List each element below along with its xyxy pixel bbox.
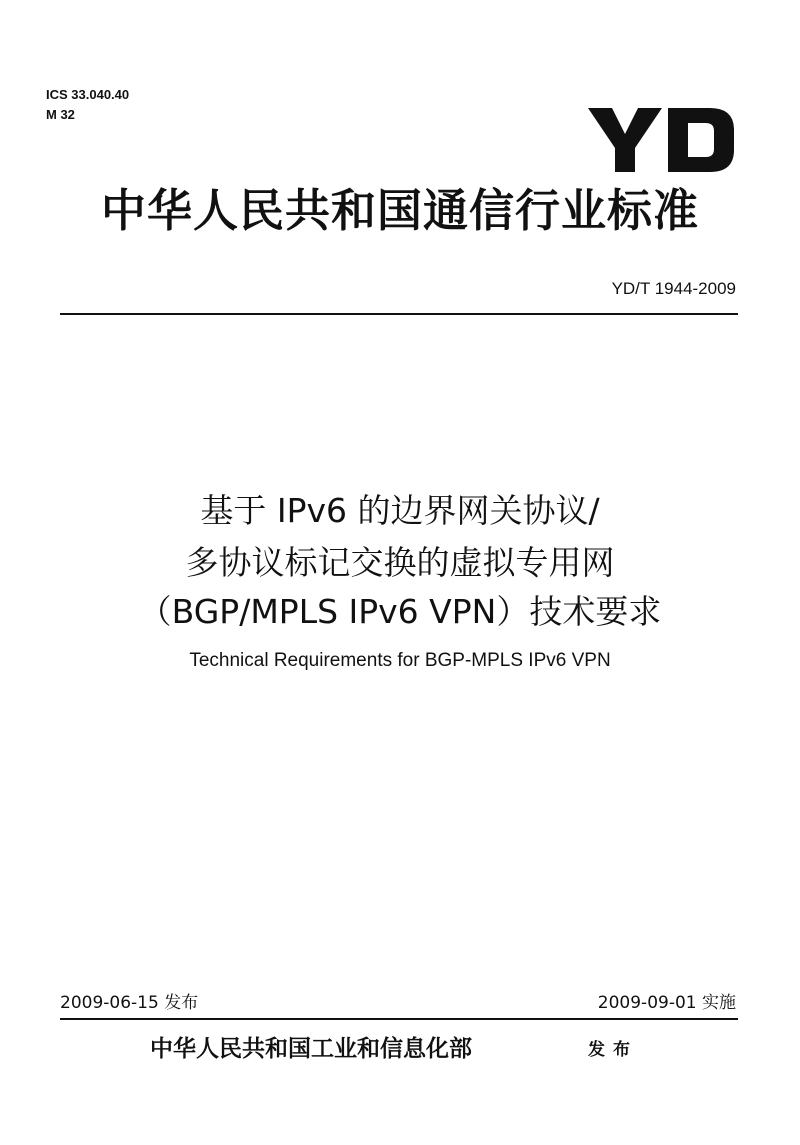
yd-logo: [586, 100, 736, 176]
publisher: 中华人民共和国工业和信息化部: [150, 1035, 472, 1062]
ics-code: ICS 33.040.40: [46, 87, 130, 102]
standard-category-title: 中华人民共和国通信行业标准: [100, 184, 699, 237]
ccs-code: M 32: [46, 107, 75, 122]
standard-number: YD/T 1944-2009: [611, 279, 736, 298]
publish-verb: 发布: [588, 1040, 638, 1060]
title-line-2: 多协议标记交换的虚拟专用网: [185, 543, 615, 582]
title-line-1: 基于 IPv6 的边界网关协议/: [200, 491, 600, 530]
issue-date: 2009-06-15 发布: [60, 993, 199, 1013]
title-line-3: （BGP/MPLS IPv6 VPN）技术要求: [138, 592, 662, 631]
english-title: Technical Requirements for BGP-MPLS IPv6 VPN: [189, 650, 611, 671]
implementation-date: 2009-09-01 实施: [597, 993, 736, 1013]
footer-divider: [60, 1018, 738, 1020]
header-divider: [60, 313, 738, 315]
